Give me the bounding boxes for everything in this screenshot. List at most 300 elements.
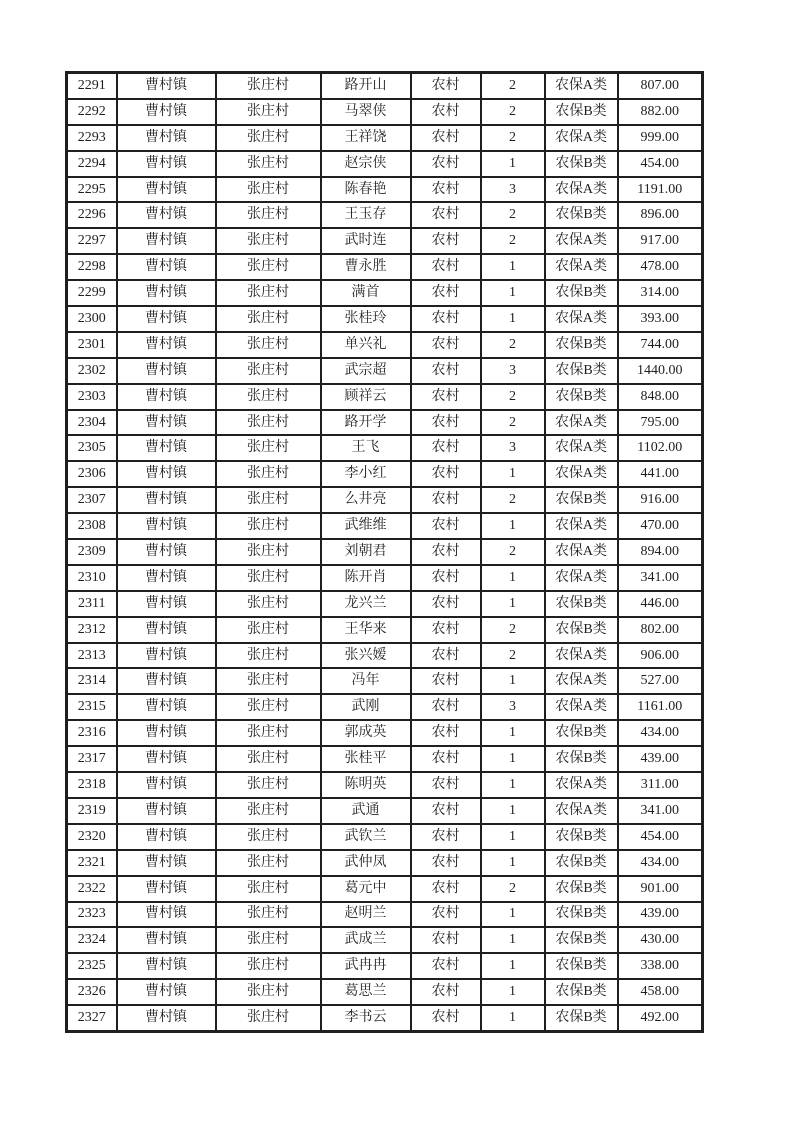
cell-name: 陈春艳: [321, 177, 411, 203]
cell-town: 曹村镇: [117, 125, 216, 151]
cell-town: 曹村镇: [117, 358, 216, 384]
table-row: [67, 643, 703, 669]
cell-amount: 802.00: [618, 617, 703, 643]
cell-serial: 2309: [67, 539, 117, 565]
cell-count: 1: [481, 513, 545, 539]
cell-count: 1: [481, 772, 545, 798]
cell-amount: 393.00: [618, 306, 703, 332]
cell-town: 曹村镇: [117, 824, 216, 850]
cell-name: 武冉冉: [321, 953, 411, 979]
cell-residence: 农村: [411, 280, 481, 306]
cell-insurance-type: 农保B类: [545, 876, 618, 902]
cell-town: 曹村镇: [117, 410, 216, 436]
cell-serial: 2301: [67, 332, 117, 358]
cell-village: 张庄村: [216, 487, 321, 513]
cell-residence: 农村: [411, 720, 481, 746]
table-row: [67, 772, 703, 798]
table-row: [67, 668, 703, 694]
cell-count: 1: [481, 306, 545, 332]
cell-serial: 2306: [67, 461, 117, 487]
cell-serial: 2326: [67, 979, 117, 1005]
cell-serial: 2294: [67, 151, 117, 177]
cell-village: 张庄村: [216, 202, 321, 228]
cell-amount: 430.00: [618, 927, 703, 953]
cell-amount: 901.00: [618, 876, 703, 902]
cell-village: 张庄村: [216, 798, 321, 824]
cell-count: 2: [481, 202, 545, 228]
cell-count: 3: [481, 435, 545, 461]
cell-name: 冯年: [321, 668, 411, 694]
cell-name: 龙兴兰: [321, 591, 411, 617]
cell-residence: 农村: [411, 591, 481, 617]
cell-amount: 439.00: [618, 902, 703, 928]
cell-count: 1: [481, 565, 545, 591]
cell-amount: 894.00: [618, 539, 703, 565]
cell-insurance-type: 农保A类: [545, 539, 618, 565]
cell-residence: 农村: [411, 772, 481, 798]
cell-town: 曹村镇: [117, 332, 216, 358]
cell-village: 张庄村: [216, 228, 321, 254]
cell-insurance-type: 农保A类: [545, 772, 618, 798]
cell-insurance-type: 农保B类: [545, 487, 618, 513]
table-row: [67, 228, 703, 254]
cell-town: 曹村镇: [117, 99, 216, 125]
cell-insurance-type: 农保B类: [545, 280, 618, 306]
table-row: [67, 513, 703, 539]
cell-name: 陈开肖: [321, 565, 411, 591]
cell-amount: 492.00: [618, 1005, 703, 1031]
cell-town: 曹村镇: [117, 746, 216, 772]
cell-insurance-type: 农保B类: [545, 384, 618, 410]
cell-insurance-type: 农保A类: [545, 798, 618, 824]
cell-residence: 农村: [411, 384, 481, 410]
cell-town: 曹村镇: [117, 202, 216, 228]
cell-village: 张庄村: [216, 953, 321, 979]
cell-amount: 314.00: [618, 280, 703, 306]
cell-residence: 农村: [411, 254, 481, 280]
cell-serial: 2323: [67, 902, 117, 928]
cell-serial: 2305: [67, 435, 117, 461]
cell-serial: 2312: [67, 617, 117, 643]
cell-name: 李书云: [321, 1005, 411, 1031]
cell-serial: 2304: [67, 410, 117, 436]
table-row: [67, 280, 703, 306]
cell-count: 1: [481, 280, 545, 306]
cell-insurance-type: 农保B类: [545, 151, 618, 177]
table-row: [67, 746, 703, 772]
cell-count: 1: [481, 591, 545, 617]
cell-insurance-type: 农保A类: [545, 73, 618, 99]
cell-serial: 2297: [67, 228, 117, 254]
cell-insurance-type: 农保B类: [545, 332, 618, 358]
cell-town: 曹村镇: [117, 850, 216, 876]
cell-residence: 农村: [411, 410, 481, 436]
cell-count: 1: [481, 254, 545, 280]
table-row: [67, 461, 703, 487]
cell-count: 2: [481, 876, 545, 902]
cell-village: 张庄村: [216, 539, 321, 565]
cell-insurance-type: 农保B类: [545, 99, 618, 125]
cell-insurance-type: 农保A类: [545, 668, 618, 694]
cell-town: 曹村镇: [117, 979, 216, 1005]
table-row: [67, 332, 703, 358]
table-row: [67, 824, 703, 850]
cell-name: 武刚: [321, 694, 411, 720]
table-row: [67, 99, 703, 125]
cell-count: 1: [481, 151, 545, 177]
cell-serial: 2324: [67, 927, 117, 953]
cell-amount: 338.00: [618, 953, 703, 979]
cell-residence: 农村: [411, 850, 481, 876]
cell-amount: 441.00: [618, 461, 703, 487]
cell-count: 2: [481, 73, 545, 99]
cell-serial: 2318: [67, 772, 117, 798]
cell-name: 郭成英: [321, 720, 411, 746]
cell-count: 1: [481, 902, 545, 928]
cell-serial: 2295: [67, 177, 117, 203]
cell-amount: 446.00: [618, 591, 703, 617]
table-row: [67, 358, 703, 384]
table-row: [67, 73, 703, 99]
cell-serial: 2300: [67, 306, 117, 332]
cell-village: 张庄村: [216, 927, 321, 953]
cell-village: 张庄村: [216, 125, 321, 151]
cell-serial: 2298: [67, 254, 117, 280]
cell-village: 张庄村: [216, 280, 321, 306]
cell-count: 2: [481, 617, 545, 643]
cell-village: 张庄村: [216, 151, 321, 177]
cell-count: 2: [481, 643, 545, 669]
cell-name: 王飞: [321, 435, 411, 461]
cell-residence: 农村: [411, 694, 481, 720]
cell-name: 单兴礼: [321, 332, 411, 358]
cell-name: 武钦兰: [321, 824, 411, 850]
cell-name: 马翠侠: [321, 99, 411, 125]
cell-town: 曹村镇: [117, 617, 216, 643]
cell-village: 张庄村: [216, 384, 321, 410]
table-body: [67, 73, 703, 1032]
cell-village: 张庄村: [216, 410, 321, 436]
cell-insurance-type: 农保B类: [545, 202, 618, 228]
cell-residence: 农村: [411, 487, 481, 513]
cell-amount: 896.00: [618, 202, 703, 228]
cell-town: 曹村镇: [117, 902, 216, 928]
cell-village: 张庄村: [216, 513, 321, 539]
cell-count: 2: [481, 487, 545, 513]
cell-insurance-type: 农保B类: [545, 927, 618, 953]
cell-insurance-type: 农保B类: [545, 902, 618, 928]
cell-count: 2: [481, 539, 545, 565]
cell-count: 3: [481, 177, 545, 203]
cell-residence: 农村: [411, 539, 481, 565]
cell-residence: 农村: [411, 876, 481, 902]
cell-name: 武仲凤: [321, 850, 411, 876]
cell-name: 张兴嫒: [321, 643, 411, 669]
table-row: [67, 565, 703, 591]
cell-name: 路开山: [321, 73, 411, 99]
cell-village: 张庄村: [216, 643, 321, 669]
cell-residence: 农村: [411, 435, 481, 461]
cell-residence: 农村: [411, 461, 481, 487]
cell-village: 张庄村: [216, 772, 321, 798]
cell-town: 曹村镇: [117, 694, 216, 720]
cell-amount: 1440.00: [618, 358, 703, 384]
cell-name: 武宗超: [321, 358, 411, 384]
cell-amount: 744.00: [618, 332, 703, 358]
cell-insurance-type: 农保B类: [545, 591, 618, 617]
cell-village: 张庄村: [216, 694, 321, 720]
cell-insurance-type: 农保A类: [545, 177, 618, 203]
table-row: [67, 384, 703, 410]
cell-town: 曹村镇: [117, 720, 216, 746]
cell-residence: 农村: [411, 73, 481, 99]
cell-town: 曹村镇: [117, 798, 216, 824]
cell-amount: 882.00: [618, 99, 703, 125]
cell-serial: 2311: [67, 591, 117, 617]
cell-residence: 农村: [411, 824, 481, 850]
table-row: [67, 254, 703, 280]
table-row: [67, 487, 703, 513]
cell-name: 么井亮: [321, 487, 411, 513]
cell-insurance-type: 农保B类: [545, 358, 618, 384]
cell-insurance-type: 农保A类: [545, 565, 618, 591]
cell-count: 3: [481, 694, 545, 720]
cell-insurance-type: 农保A类: [545, 513, 618, 539]
cell-amount: 454.00: [618, 824, 703, 850]
cell-village: 张庄村: [216, 824, 321, 850]
table-row: [67, 927, 703, 953]
cell-village: 张庄村: [216, 746, 321, 772]
cell-amount: 999.00: [618, 125, 703, 151]
cell-residence: 农村: [411, 979, 481, 1005]
cell-village: 张庄村: [216, 876, 321, 902]
cell-serial: 2321: [67, 850, 117, 876]
table-row: [67, 850, 703, 876]
cell-village: 张庄村: [216, 358, 321, 384]
cell-village: 张庄村: [216, 617, 321, 643]
cell-town: 曹村镇: [117, 461, 216, 487]
cell-village: 张庄村: [216, 1005, 321, 1031]
cell-count: 1: [481, 979, 545, 1005]
cell-insurance-type: 农保B类: [545, 617, 618, 643]
cell-amount: 1102.00: [618, 435, 703, 461]
cell-insurance-type: 农保A类: [545, 410, 618, 436]
cell-village: 张庄村: [216, 254, 321, 280]
cell-residence: 农村: [411, 513, 481, 539]
cell-name: 武时连: [321, 228, 411, 254]
cell-residence: 农村: [411, 902, 481, 928]
cell-count: 1: [481, 668, 545, 694]
table-row: [67, 876, 703, 902]
cell-amount: 807.00: [618, 73, 703, 99]
cell-name: 武成兰: [321, 927, 411, 953]
cell-insurance-type: 农保B类: [545, 1005, 618, 1031]
cell-village: 张庄村: [216, 979, 321, 1005]
cell-name: 武维维: [321, 513, 411, 539]
cell-town: 曹村镇: [117, 513, 216, 539]
cell-serial: 2303: [67, 384, 117, 410]
cell-count: 1: [481, 850, 545, 876]
cell-residence: 农村: [411, 927, 481, 953]
cell-town: 曹村镇: [117, 306, 216, 332]
cell-residence: 农村: [411, 1005, 481, 1031]
table-row: [67, 410, 703, 436]
cell-residence: 农村: [411, 953, 481, 979]
cell-amount: 1161.00: [618, 694, 703, 720]
cell-town: 曹村镇: [117, 565, 216, 591]
cell-count: 2: [481, 332, 545, 358]
table-row: [67, 979, 703, 1005]
cell-amount: 434.00: [618, 720, 703, 746]
cell-count: 2: [481, 410, 545, 436]
cell-name: 王玉存: [321, 202, 411, 228]
cell-amount: 795.00: [618, 410, 703, 436]
cell-serial: 2292: [67, 99, 117, 125]
table-row: [67, 720, 703, 746]
cell-amount: 478.00: [618, 254, 703, 280]
cell-serial: 2310: [67, 565, 117, 591]
table-row: [67, 694, 703, 720]
cell-amount: 917.00: [618, 228, 703, 254]
cell-serial: 2319: [67, 798, 117, 824]
cell-amount: 341.00: [618, 798, 703, 824]
cell-count: 1: [481, 1005, 545, 1031]
cell-name: 葛元中: [321, 876, 411, 902]
cell-town: 曹村镇: [117, 73, 216, 99]
cell-village: 张庄村: [216, 902, 321, 928]
cell-town: 曹村镇: [117, 643, 216, 669]
cell-amount: 439.00: [618, 746, 703, 772]
cell-residence: 农村: [411, 177, 481, 203]
cell-town: 曹村镇: [117, 539, 216, 565]
table-row: [67, 902, 703, 928]
cell-amount: 470.00: [618, 513, 703, 539]
cell-insurance-type: 农保A类: [545, 461, 618, 487]
cell-serial: 2296: [67, 202, 117, 228]
cell-residence: 农村: [411, 668, 481, 694]
cell-count: 2: [481, 384, 545, 410]
cell-residence: 农村: [411, 358, 481, 384]
cell-insurance-type: 农保A类: [545, 254, 618, 280]
cell-insurance-type: 农保A类: [545, 694, 618, 720]
cell-town: 曹村镇: [117, 254, 216, 280]
cell-town: 曹村镇: [117, 1005, 216, 1031]
table-row: [67, 1005, 703, 1031]
cell-town: 曹村镇: [117, 228, 216, 254]
table-row: [67, 177, 703, 203]
cell-town: 曹村镇: [117, 151, 216, 177]
cell-name: 王祥饶: [321, 125, 411, 151]
cell-serial: 2317: [67, 746, 117, 772]
cell-count: 3: [481, 358, 545, 384]
cell-residence: 农村: [411, 99, 481, 125]
cell-village: 张庄村: [216, 306, 321, 332]
table-row: [67, 435, 703, 461]
cell-serial: 2320: [67, 824, 117, 850]
cell-amount: 916.00: [618, 487, 703, 513]
cell-serial: 2308: [67, 513, 117, 539]
cell-count: 1: [481, 720, 545, 746]
cell-insurance-type: 农保A类: [545, 306, 618, 332]
cell-amount: 527.00: [618, 668, 703, 694]
cell-count: 2: [481, 125, 545, 151]
cell-name: 赵明兰: [321, 902, 411, 928]
cell-village: 张庄村: [216, 565, 321, 591]
cell-town: 曹村镇: [117, 668, 216, 694]
cell-name: 王华来: [321, 617, 411, 643]
cell-serial: 2325: [67, 953, 117, 979]
table-row: [67, 539, 703, 565]
cell-insurance-type: 农保A类: [545, 228, 618, 254]
cell-amount: 341.00: [618, 565, 703, 591]
cell-name: 张桂玲: [321, 306, 411, 332]
cell-village: 张庄村: [216, 461, 321, 487]
cell-amount: 848.00: [618, 384, 703, 410]
cell-insurance-type: 农保A类: [545, 643, 618, 669]
cell-residence: 农村: [411, 151, 481, 177]
cell-village: 张庄村: [216, 720, 321, 746]
cell-insurance-type: 农保B类: [545, 746, 618, 772]
cell-town: 曹村镇: [117, 927, 216, 953]
cell-town: 曹村镇: [117, 280, 216, 306]
cell-village: 张庄村: [216, 99, 321, 125]
table-row: [67, 306, 703, 332]
cell-town: 曹村镇: [117, 953, 216, 979]
cell-serial: 2313: [67, 643, 117, 669]
cell-insurance-type: 农保B类: [545, 979, 618, 1005]
cell-village: 张庄村: [216, 177, 321, 203]
cell-name: 顾祥云: [321, 384, 411, 410]
cell-name: 葛思兰: [321, 979, 411, 1005]
cell-name: 张桂平: [321, 746, 411, 772]
cell-name: 路开学: [321, 410, 411, 436]
cell-residence: 农村: [411, 332, 481, 358]
cell-amount: 458.00: [618, 979, 703, 1005]
cell-residence: 农村: [411, 746, 481, 772]
cell-count: 1: [481, 798, 545, 824]
cell-count: 2: [481, 99, 545, 125]
cell-village: 张庄村: [216, 435, 321, 461]
cell-serial: 2314: [67, 668, 117, 694]
cell-amount: 1191.00: [618, 177, 703, 203]
cell-town: 曹村镇: [117, 591, 216, 617]
cell-name: 李小红: [321, 461, 411, 487]
cell-residence: 农村: [411, 125, 481, 151]
cell-residence: 农村: [411, 643, 481, 669]
cell-name: 武通: [321, 798, 411, 824]
cell-serial: 2293: [67, 125, 117, 151]
cell-name: 刘朝君: [321, 539, 411, 565]
table-row: [67, 202, 703, 228]
cell-name: 陈明英: [321, 772, 411, 798]
cell-name: 满首: [321, 280, 411, 306]
cell-residence: 农村: [411, 202, 481, 228]
cell-insurance-type: 农保B类: [545, 850, 618, 876]
cell-count: 1: [481, 824, 545, 850]
cell-town: 曹村镇: [117, 487, 216, 513]
cell-name: 赵宗侠: [321, 151, 411, 177]
cell-town: 曹村镇: [117, 177, 216, 203]
cell-village: 张庄村: [216, 73, 321, 99]
cell-insurance-type: 农保A类: [545, 435, 618, 461]
cell-village: 张庄村: [216, 668, 321, 694]
cell-insurance-type: 农保A类: [545, 125, 618, 151]
cell-amount: 434.00: [618, 850, 703, 876]
cell-village: 张庄村: [216, 850, 321, 876]
cell-residence: 农村: [411, 617, 481, 643]
cell-amount: 311.00: [618, 772, 703, 798]
cell-residence: 农村: [411, 228, 481, 254]
